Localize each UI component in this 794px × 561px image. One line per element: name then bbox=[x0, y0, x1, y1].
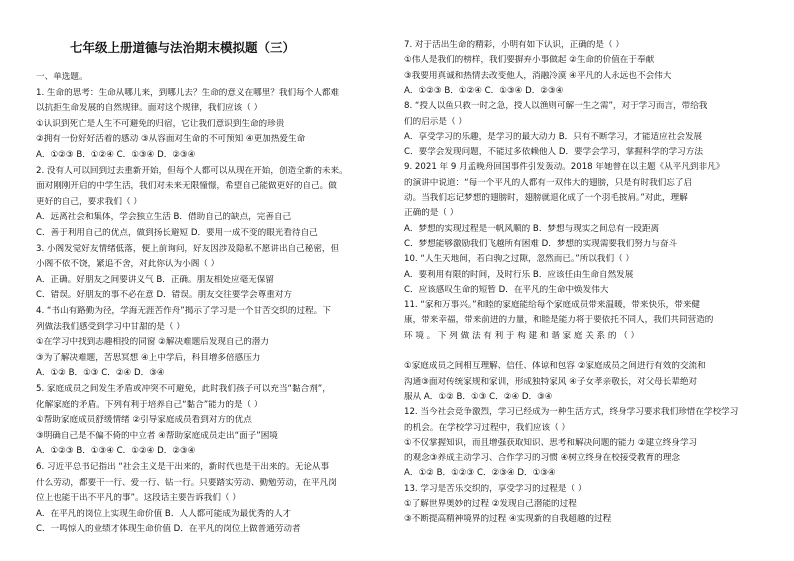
text-line: ①在学习中找到志趣相投的同窗 ②解决难题后发现自己的潜力 bbox=[36, 337, 269, 348]
text-line: 位上也能干出不平凡的事”。这段话主要告诉我们（ ） bbox=[36, 493, 241, 504]
text-line: 列做法我们感受到学习中甘甜的是（ ） bbox=[36, 321, 185, 332]
text-line: ①伟人是我们的榜样，我们要摒弃小事做起 ②生命的价值在于奉献 bbox=[404, 55, 655, 66]
text-line: 什么劳动，都要干一行、爱一行、钻一行。只要踏实劳动、勤勉劳动，在平凡岗 bbox=[36, 477, 337, 488]
text-line: ②拥有一份好好活着的感动 ③从容面对生命的不可预知 ④更加热爱生命 bbox=[36, 134, 306, 145]
text-line: 化解家庭的矛盾。下列有利于培养自己“黏合”能力的是（ ） bbox=[36, 399, 263, 410]
text-line: 面对刚刚开启的中学生活，我们对未来无限憧憬，希望自己能做更好的自己。做 bbox=[36, 181, 337, 192]
text-line: 8. “授人以鱼只救一时之急，授人以渔则可解一生之需”，对于学习而言，带给我 bbox=[404, 101, 708, 112]
text-line: 的机会。在学校学习过程中，我们应该（ ） bbox=[404, 422, 571, 433]
text-line: 动。当我们忘记梦想的翅膀时，翅膀就退化成了一个羽毛披肩。”对此，理解 bbox=[404, 193, 688, 203]
text-line: A．①② B．①②③ C．②③④ D．①③④ bbox=[404, 468, 556, 479]
text-line: 6. 习近平总书记指出 “社会主义是干出来的，新时代也是干出来的。无论从事 bbox=[36, 462, 330, 472]
text-line: C．梦想能够激励我们飞越所有困难 D．梦想的实现需要我们努力与奋斗 bbox=[404, 238, 678, 249]
page-title: 七年级上册道德与法治期末模拟题（三） bbox=[70, 40, 296, 55]
text-line: 小阁不依不饶，紧追不舍，对此你认为小阁（ ） bbox=[36, 259, 220, 270]
text-line: A．享受学习的乐趣，是学习的最大动力 B．只有不断学习，才能适应社会发展 bbox=[404, 131, 703, 142]
text-line: A．①②③ B．①③④ C．①②④ D．②③④ bbox=[36, 446, 196, 457]
text-line: C．善于利用自己的优点，做到扬长避短 D．要用一成不变的眼光看待自己 bbox=[36, 228, 318, 238]
text-line: 正确的是（ ） bbox=[404, 208, 459, 219]
text-line: C．错误。好朋友的事不必在意 D．错误。朋友交往要学会尊重对方 bbox=[36, 290, 292, 301]
text-line: ①认识到死亡是人生不可避免的归宿，它让我们意识到生命的珍贵 bbox=[36, 118, 285, 129]
text-line: 的观念③养成主动学习、合作学习的习惯 ④树立终身在校接受教育的理念 bbox=[404, 453, 680, 464]
text-line: 10. “人生天地间，若白驹之过隙，忽然而已。”所以我们（ ） bbox=[404, 254, 634, 265]
text-line: ①帮助家庭成员舒缓情绪 ②引导家庭成员看到对方的优点 bbox=[36, 415, 252, 426]
text-line: A．①②③ B．①②④ C．①③④ D．②③④ bbox=[404, 85, 564, 96]
text-line: 5. 家庭成员之间发生矛盾或冲突不可避免，此时我们孩子可以充当“黏合剂”， bbox=[36, 384, 331, 394]
text-line: A．在平凡的岗位上实现生命价值 B．人人都可能成为最优秀的人才 bbox=[36, 508, 292, 519]
text-line: 13. 学习是苦乐交织的，享受学习的过程是（ ） bbox=[404, 483, 587, 494]
text-line: ①了解世界奥妙的过程 ②发现自己潜能的过程 bbox=[404, 499, 577, 509]
text-line: 12. 当今社会竞争激烈，学习已经成为一种生活方式，终身学习要求我们珍惜在学校学习 bbox=[404, 407, 739, 418]
text-line: A．远离社会和集体，学会独立生活 B．借助自己的缺点，完善自己 bbox=[36, 212, 292, 223]
text-line: 的演讲中说道：“每一个平凡的人都有一双伟大的翅膀，只是有时我们忘了启 bbox=[404, 177, 693, 188]
text-line: C．一鸣惊人的业绩才体现生命价值 D．在平凡的岗位上做普通劳动者 bbox=[36, 524, 301, 535]
text-line: 11. “家和万事兴。”和睦的家庭能给每个家庭成员带来温暖，带来快乐，带来健 bbox=[404, 300, 701, 311]
text-line: 3. 小阁发觉好友情绪低落，便上前询问，好友因涉及隐私不愿讲出自己秘密，但 bbox=[36, 243, 340, 254]
text-line: C．应该感叹生命的短暂 D．在平凡的生命中焕发伟大 bbox=[404, 284, 609, 295]
text-line: 4. “书山有路勤为径，学海无涯苦作舟”揭示了学习是一个甘苦交织的过程。下 bbox=[36, 306, 331, 316]
text-line: A．梦想的实现过程是一帆风顺的 B．梦想与现实之间总有一段距离 bbox=[404, 223, 660, 234]
text-line: A．正确。好朋友之间要讲义气 B．正确。朋友相处应毫无保留 bbox=[36, 274, 274, 285]
text-line: 1. 生命的思考：生命从哪儿来，到哪儿去？生命的意义在哪里？我们每个人都难 bbox=[36, 87, 340, 98]
text-line: 环 境 。 下 列 做 法 有 利 于 构 建 和 谐 家 庭 关 系 的 （ ） bbox=[404, 330, 640, 341]
text-line: 服从 A．①② B．①③ C．②④ D．③④ bbox=[404, 391, 553, 402]
text-line: ③明确自己是不偏不倚的中立者 ④帮助家庭成员走出“面子”困境 bbox=[36, 430, 278, 441]
text-line: ③为了解决难题，苦思冥想 ④上中学后，科目增多倍感压力 bbox=[36, 352, 261, 363]
text-line: ③我要用真诚和热情去改变他人，消融冷漠 ④平凡的人永远也不会伟大 bbox=[404, 70, 672, 81]
text-line: C．要学会发现问题，不能过多依赖他人 D．要学会学习，掌握科学的学习方法 bbox=[404, 147, 703, 158]
text-line: A．要利用有限的时间，及时行乐 B．应该任由生命自然发展 bbox=[404, 269, 634, 280]
text-line: 7. 对于活出生命的精彩，小明有如下认识，正确的是（ ） bbox=[404, 40, 624, 50]
text-line: 更好的自己，要求我们（ ） bbox=[36, 196, 142, 207]
text-line: ①不仅掌握知识，而且增强获取知识、思考和解决问题的能力 ②建立终身学习 bbox=[404, 437, 698, 448]
text-line: 康，带来幸福，带来前进的力量，和睦是能力将于要依托不同人，我们共同营造的 bbox=[404, 315, 714, 326]
text-line: A．①②③ B．①②④ C．①③④ D．②③④ bbox=[36, 150, 196, 160]
text-line: 2. 没有人可以回到过去重新开始，但每个人都可以从现在开始，创造全新的未来。 bbox=[36, 165, 348, 176]
text-line: 以抗拒生命发展的自然规律。面对这个规律，我们应该（ ） bbox=[36, 103, 263, 114]
text-line: A．①② B．①③ C．②④ D．③④ bbox=[36, 368, 165, 379]
text-line: 们的启示是（ ） bbox=[404, 116, 467, 127]
text-line: 一、单选题。 bbox=[36, 72, 88, 82]
text-line: ①家庭成员之间相互理解、信任、体谅和包容 ②家庭成员之间进行有效的交流和 bbox=[404, 361, 706, 372]
text-line: 9. 2021 年 9 月孟晚舟回国事件引发轰动。2018 年她曾在以主题《从平凡到非凡》 bbox=[404, 162, 725, 173]
text-line: ③不断提高精神境界的过程 ④实现新的自我超越的过程 bbox=[404, 514, 612, 525]
text-line: 沟通③面对传统家规和家训，形成独特家风 ④子女孝亲敬长，对父母长辈绝对 bbox=[404, 376, 698, 387]
